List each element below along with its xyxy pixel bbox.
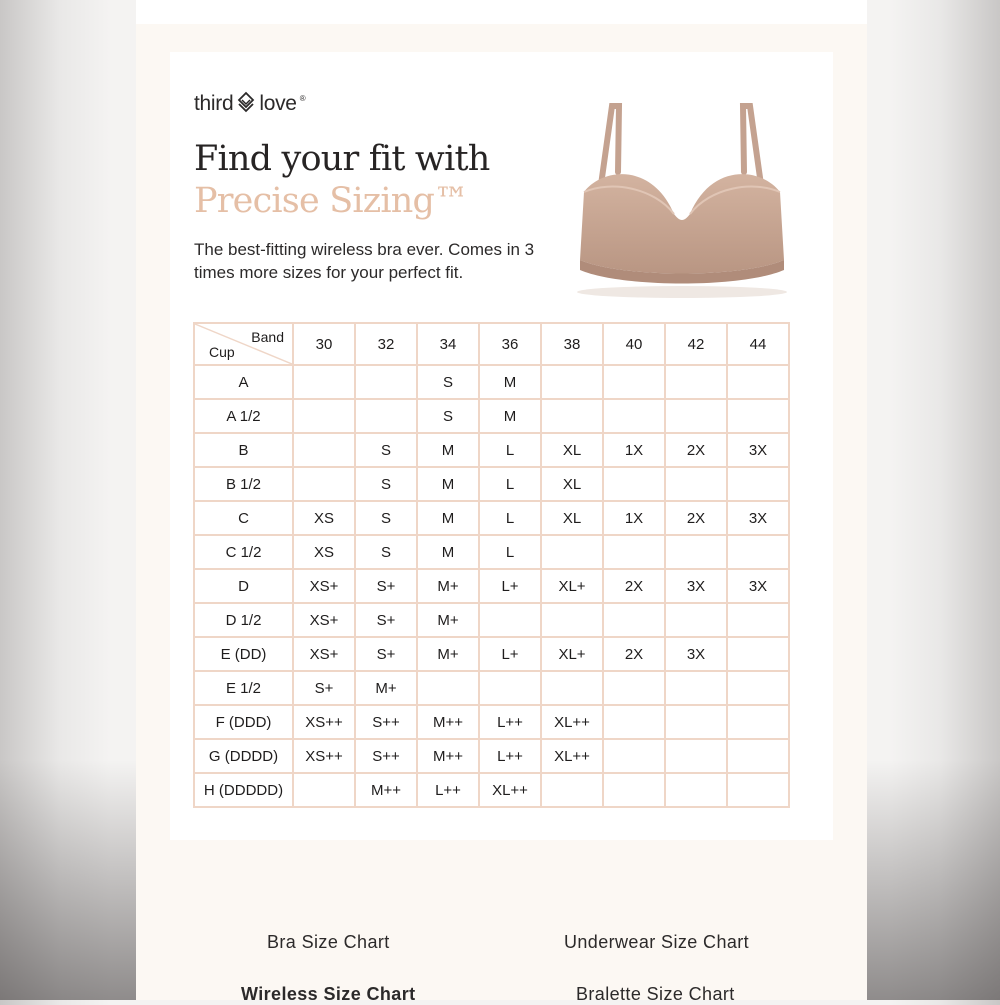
table-row: [194, 705, 789, 739]
size-cell: [665, 535, 727, 569]
size-cell: L: [479, 467, 541, 501]
brand-logo: [194, 90, 305, 118]
cup-size-cell: B 1/2: [194, 467, 293, 501]
band-header: 38: [541, 323, 603, 365]
cup-label: Cup: [209, 344, 235, 360]
size-cell: [727, 365, 789, 399]
size-cell: [293, 773, 355, 807]
size-cell: 3X: [665, 569, 727, 603]
size-cell: XS+: [293, 637, 355, 671]
size-cell: M+: [417, 637, 479, 671]
size-cell: 3X: [665, 637, 727, 671]
size-cell: M: [417, 433, 479, 467]
size-cell: [355, 399, 417, 433]
size-cell: 2X: [603, 637, 665, 671]
headline-line-1: Find your fit with: [194, 139, 490, 179]
cup-size-cell: A 1/2: [194, 399, 293, 433]
size-cell: [541, 603, 603, 637]
size-cell: 2X: [665, 433, 727, 467]
size-cell: [603, 365, 665, 399]
size-cell: XS: [293, 535, 355, 569]
size-cell: 1X: [603, 501, 665, 535]
size-chart-table: [193, 322, 790, 808]
cup-size-cell: E 1/2: [194, 671, 293, 705]
underwear-size-chart-link[interactable]: Underwear Size Chart: [564, 932, 750, 952]
size-cell: S: [355, 433, 417, 467]
cup-size-cell: C: [194, 501, 293, 535]
size-cell: [665, 739, 727, 773]
wireless-size-chart-link[interactable]: Wireless Size Chart: [241, 984, 416, 1004]
size-cell: M+: [417, 569, 479, 603]
wireless-bra-image: [562, 92, 802, 302]
cup-size-cell: A: [194, 365, 293, 399]
size-cell: XS+: [293, 603, 355, 637]
table-row: [194, 399, 789, 433]
table-row: [194, 739, 789, 773]
size-cell: XL: [541, 433, 603, 467]
band-cup-corner: [194, 323, 293, 365]
size-cell: M++: [417, 739, 479, 773]
size-cell: [417, 671, 479, 705]
size-cell: [665, 467, 727, 501]
cup-size-cell: B: [194, 433, 293, 467]
table-row: [194, 535, 789, 569]
size-cell: [541, 671, 603, 705]
size-cell: [603, 603, 665, 637]
size-cell: [665, 705, 727, 739]
size-cell: 3X: [727, 501, 789, 535]
size-cell: M++: [417, 705, 479, 739]
size-cell: S: [417, 399, 479, 433]
size-cell: L: [479, 535, 541, 569]
size-cell: [541, 365, 603, 399]
size-cell: [727, 773, 789, 807]
size-cell: [727, 739, 789, 773]
table-row: [194, 433, 789, 467]
size-cell: 3X: [727, 433, 789, 467]
brand-name-first: third: [194, 92, 234, 115]
table-row: [194, 671, 789, 705]
size-cell: [603, 739, 665, 773]
size-cell: M: [417, 501, 479, 535]
size-cell: M+: [417, 603, 479, 637]
table-row: [194, 637, 789, 671]
cup-size-cell: D: [194, 569, 293, 603]
size-cell: XL+: [541, 569, 603, 603]
size-cell: XS++: [293, 705, 355, 739]
size-cell: 2X: [665, 501, 727, 535]
size-cell: S+: [293, 671, 355, 705]
size-cell: [665, 671, 727, 705]
size-cell: S+: [355, 637, 417, 671]
size-cell: [479, 603, 541, 637]
band-header: 42: [665, 323, 727, 365]
subtitle: The best-fitting wireless bra ever. Comes in 3 times more sizes for your perfect fit.: [194, 240, 535, 282]
size-cell: XS+: [293, 569, 355, 603]
brand-name-second: love: [259, 92, 297, 115]
size-cell: [293, 433, 355, 467]
size-cell: XL: [541, 467, 603, 501]
cup-size-cell: D 1/2: [194, 603, 293, 637]
bra-size-chart-link[interactable]: Bra Size Chart: [267, 932, 390, 952]
size-cell: S+: [355, 603, 417, 637]
size-cell: S: [355, 467, 417, 501]
size-cell: [603, 535, 665, 569]
size-cell: XL+: [541, 637, 603, 671]
size-cell: L: [479, 433, 541, 467]
size-cell: [665, 603, 727, 637]
size-cell: [541, 399, 603, 433]
band-header: 34: [417, 323, 479, 365]
size-cell: M: [479, 399, 541, 433]
size-cell: XL++: [541, 739, 603, 773]
size-card: [170, 52, 833, 840]
cup-size-cell: G (DDDD): [194, 739, 293, 773]
cup-size-cell: E (DD): [194, 637, 293, 671]
band-header: 44: [727, 323, 789, 365]
size-cell: L: [479, 501, 541, 535]
size-cell: M++: [355, 773, 417, 807]
size-cell: S++: [355, 705, 417, 739]
cup-size-cell: H (DDDDD): [194, 773, 293, 807]
size-cell: [355, 365, 417, 399]
cup-size-cell: F (DDD): [194, 705, 293, 739]
size-cell: [603, 467, 665, 501]
size-cell: [293, 399, 355, 433]
table-header-row: [194, 323, 789, 365]
size-cell: M: [417, 467, 479, 501]
size-cell: [479, 671, 541, 705]
size-cell: 2X: [603, 569, 665, 603]
size-cell: L++: [417, 773, 479, 807]
size-cell: [727, 705, 789, 739]
size-cell: 1X: [603, 433, 665, 467]
table-row: [194, 569, 789, 603]
size-cell: [727, 467, 789, 501]
size-cell: S: [355, 535, 417, 569]
table-row: [194, 365, 789, 399]
logo-mark-icon: [236, 91, 256, 117]
table-row: [194, 773, 789, 807]
size-cell: M: [479, 365, 541, 399]
size-cell: S+: [355, 569, 417, 603]
registered-mark: ®: [299, 94, 306, 103]
band-label: Band: [251, 329, 284, 345]
background-shadow-right: [860, 760, 1000, 1000]
size-cell: XL++: [541, 705, 603, 739]
size-cell: S: [355, 501, 417, 535]
band-header: 40: [603, 323, 665, 365]
size-cell: [727, 637, 789, 671]
size-cell: [603, 705, 665, 739]
size-cell: XS: [293, 501, 355, 535]
size-cell: M: [417, 535, 479, 569]
table-row: [194, 603, 789, 637]
size-cell: [727, 535, 789, 569]
size-cell: [293, 365, 355, 399]
band-header: 36: [479, 323, 541, 365]
size-cell: S++: [355, 739, 417, 773]
size-cell: [293, 467, 355, 501]
size-guide-page: [136, 0, 867, 1004]
size-cell: 3X: [727, 569, 789, 603]
size-cell: XL: [541, 501, 603, 535]
background-shadow-left: [0, 760, 140, 1000]
size-cell: [541, 535, 603, 569]
headline-line-2: Precise Sizing™: [194, 181, 469, 221]
size-cell: M+: [355, 671, 417, 705]
size-cell: [665, 365, 727, 399]
size-cell: L+: [479, 569, 541, 603]
size-cell: [727, 671, 789, 705]
size-cell: XS++: [293, 739, 355, 773]
size-cell: [665, 399, 727, 433]
size-cell: S: [417, 365, 479, 399]
size-cell: [727, 603, 789, 637]
size-cell: [603, 773, 665, 807]
table-row: [194, 501, 789, 535]
table-row: [194, 467, 789, 501]
size-cell: L++: [479, 705, 541, 739]
band-header: 32: [355, 323, 417, 365]
size-cell: [603, 399, 665, 433]
size-cell: L+: [479, 637, 541, 671]
size-cell: XL++: [479, 773, 541, 807]
size-cell: [727, 399, 789, 433]
cup-size-cell: C 1/2: [194, 535, 293, 569]
size-cell: L++: [479, 739, 541, 773]
size-cell: [665, 773, 727, 807]
top-strip: [136, 0, 867, 24]
bralette-size-chart-link[interactable]: Bralette Size Chart: [576, 984, 735, 1004]
size-cell: [603, 671, 665, 705]
size-cell: [541, 773, 603, 807]
page-headline: [194, 138, 490, 222]
band-header: 30: [293, 323, 355, 365]
